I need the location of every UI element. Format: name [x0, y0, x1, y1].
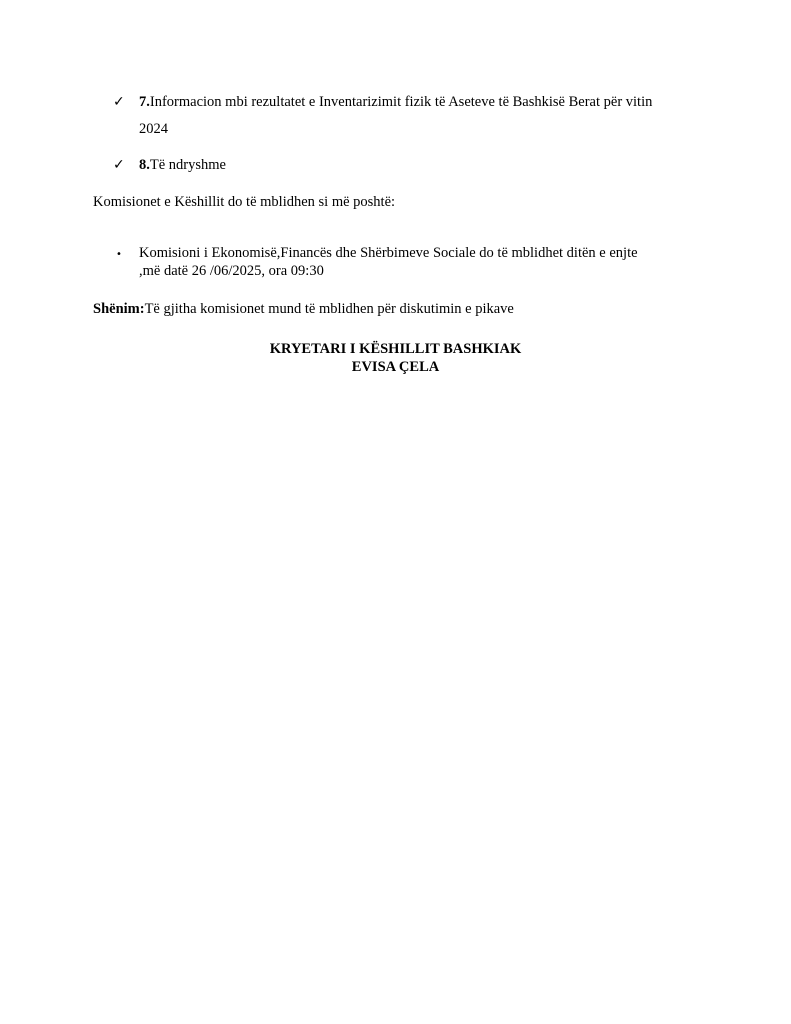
agenda-item-continuation: 2024: [139, 121, 168, 137]
agenda-item-text: Informacion mbi rezultatet e Inventarizimit fizik të Aseteve të Bashkisë Berat për vitin: [149, 94, 653, 110]
bullet-icon: •: [116, 249, 122, 260]
commission-line-2: ,më datë 26 /06/2025, ora 09:30: [139, 263, 324, 279]
agenda-item-number: 8.: [139, 157, 150, 173]
agenda-item-number: 7.: [139, 94, 150, 110]
note-label: Shënim:: [93, 301, 145, 317]
note-text: Të gjitha komisionet mund të mblidhen për diskutimin e pikave: [144, 301, 514, 317]
signature-title: KRYETARI I KËSHILLIT BASHKIAK: [269, 341, 522, 357]
signature-name: EVISA ÇELA: [351, 359, 440, 375]
commissions-intro: Komisionet e Këshillit do të mblidhen si më poshtë:: [93, 194, 396, 210]
commission-line-1: Komisioni i Ekonomisë,Financës dhe Shërbimeve Sociale do të mblidhet ditën e enjte: [139, 245, 638, 261]
agenda-item-text: Të ndryshme: [149, 157, 226, 173]
agenda-item-7: [139, 94, 652, 111]
checkmark-icon: ✓: [113, 94, 125, 110]
agenda-item-8: [139, 157, 226, 174]
note: [93, 301, 514, 318]
checkmark-icon: ✓: [113, 157, 125, 173]
